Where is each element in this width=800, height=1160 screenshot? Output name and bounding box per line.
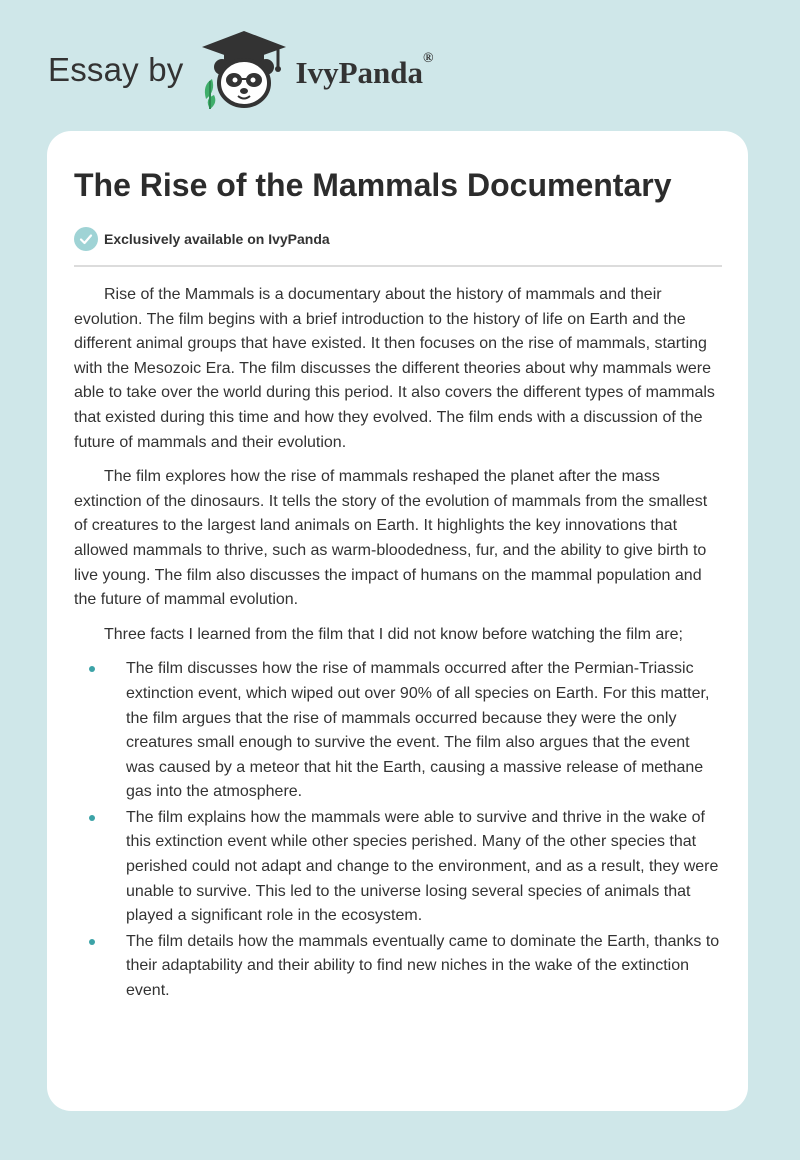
registered-mark: ® [422, 51, 434, 66]
brand-name [295, 51, 434, 91]
list-item-text: The film discusses how the rise of mammals occurred after the Permian-Triassic extinction event, which wiped out over 90% of all species on Earth. For this matter, the film argues that the rise of mammals occurred because they were the only creatures small enough to survive the event. The film also argues that the event was caused by a meteor that hit the Earth, causing a massive release of methane gas into the atmosphere. [126, 660, 710, 801]
list-item [74, 930, 722, 1004]
exclusive-text: Exclusively available on IvyPanda [104, 231, 330, 247]
list-item-text: The film details how the mammals eventually came to dominate the Earth, thanks to their adaptability and their ability to find new niches in the wake of the extinction event. [126, 932, 720, 1000]
essay-by-label: Essay by [48, 51, 184, 88]
site-header [48, 30, 433, 110]
exclusive-badge [74, 227, 722, 267]
essay-card [47, 131, 748, 1111]
bullet-dot-icon [89, 815, 95, 821]
ivypanda-logo[interactable] [198, 29, 434, 111]
essay-body [74, 283, 722, 1004]
paragraph: Three facts I learned from the film that I did not know before watching the film are; [104, 625, 683, 643]
brand-text: IvyPanda [295, 55, 423, 90]
check-circle-icon [74, 227, 98, 251]
page-title: The Rise of the Mammals Documentary [74, 167, 672, 203]
list-item [74, 657, 722, 805]
bullet-dot-icon [89, 666, 95, 672]
list-item-text: The film explains how the mammals were able to survive and thrive in the wake of this extinction event while other species perished. Many of the other species that perished could not adapt and change to the environment, and as a result, they were unable to survive. This led to the universe losing several species of animals that played a significant role in the ecosystem. [126, 808, 719, 925]
facts-list [74, 657, 722, 1003]
paragraph: Rise of the Mammals is a documentary about the history of mammals and their evolution. The film begins with a brief introduction to the history of life on Earth and the different animal groups that have existed. It then focuses on the rise of mammals, starting with the Mesozoic Era. The film discusses the different theories about why mammals were able to take over the world during this period. It also covers the different types of mammals that existed during this time and how they evolved. The film ends with a discussion of the future of mammals and their evolution. [74, 286, 715, 451]
panda-graduate-logo-icon [198, 29, 290, 111]
list-item [74, 806, 722, 929]
bullet-dot-icon [89, 939, 95, 945]
paragraph: The film explores how the rise of mammals reshaped the planet after the mass extinction of the dinosaurs. It tells the story of the evolution of mammals from the smallest of creatures to the largest land animals on Earth. It highlights the key innovations that allowed mammals to thrive, such as warm-bloodedness, fur, and the ability to give birth to live young. The film also discusses the impact of humans on the mammal population and the future of mammal evolution. [74, 468, 708, 609]
